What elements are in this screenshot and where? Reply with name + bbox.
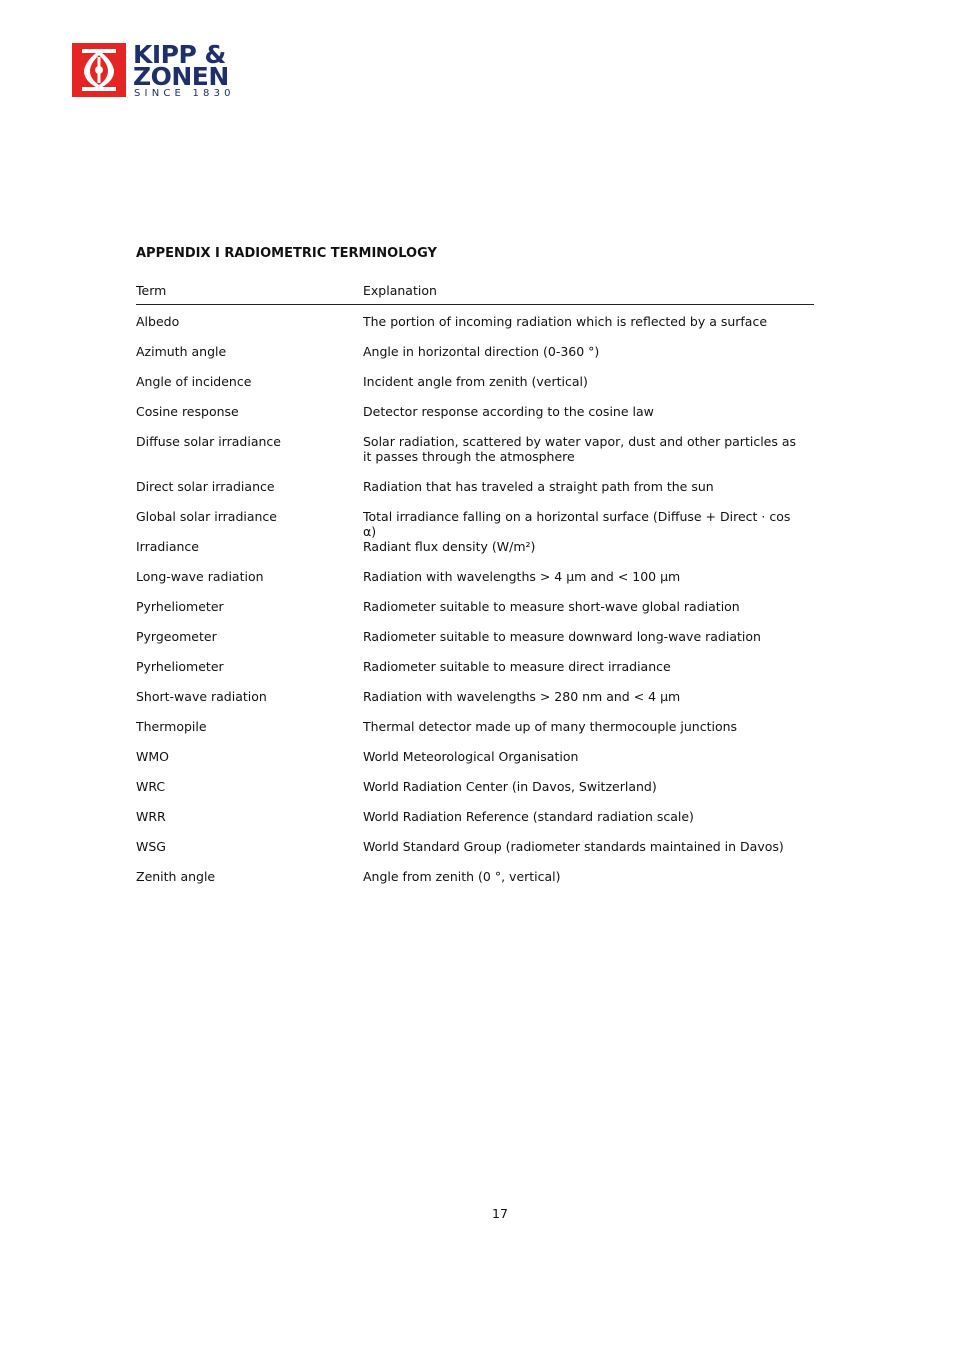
- kipp-zonen-emblem-icon: [72, 43, 126, 97]
- term-cell: Diffuse solar irradiance: [136, 434, 281, 449]
- explanation-cell: Total irradiance falling on a horizontal surface (Diffuse + Direct · cos α): [363, 509, 791, 539]
- table-row: [136, 404, 814, 434]
- header-explanation: Explanation: [363, 283, 437, 298]
- term-cell: Pyrheliometer: [136, 599, 224, 614]
- explanation-cell: Solar radiation, scattered by water vapor, dust and other particles as it passes through the atmosphere: [363, 434, 797, 464]
- explanation-cell: Angle from zenith (0 °, vertical): [363, 869, 561, 884]
- page-number: 17: [492, 1206, 508, 1221]
- term-cell: Global solar irradiance: [136, 509, 277, 524]
- term-cell: Azimuth angle: [136, 344, 227, 359]
- logo-wordmark-line2: ZONEN: [133, 62, 229, 91]
- table-row: [136, 509, 814, 539]
- explanation-cell: Angle in horizontal direction (0-360 °): [363, 344, 600, 359]
- table-row: [136, 434, 814, 479]
- term-cell: Pyrheliometer: [136, 659, 224, 674]
- term-cell: Angle of incidence: [136, 374, 252, 389]
- explanation-cell: The portion of incoming radiation which is reflected by a surface: [363, 314, 768, 329]
- term-cell: WMO: [136, 749, 169, 764]
- table-body: [136, 305, 814, 899]
- explanation-cell: Radiant flux density (W/m²): [363, 539, 536, 554]
- table-row: [136, 839, 814, 869]
- explanation-cell: Radiometer suitable to measure downward long-wave radiation: [363, 629, 761, 644]
- table-row: [136, 344, 814, 374]
- explanation-cell: World Standard Group (radiometer standards maintained in Davos): [363, 839, 784, 854]
- terminology-table: [136, 282, 814, 899]
- term-cell: WRR: [136, 809, 166, 824]
- term-cell: WRC: [136, 779, 166, 794]
- table-row: [136, 599, 814, 629]
- term-cell: Direct solar irradiance: [136, 479, 275, 494]
- explanation-cell: World Radiation Center (in Davos, Switzerland): [363, 779, 657, 794]
- table-header: [136, 282, 814, 305]
- table-row: [136, 779, 814, 809]
- term-cell: Thermopile: [136, 719, 207, 734]
- term-cell: Zenith angle: [136, 869, 216, 884]
- table-row: [136, 479, 814, 509]
- explanation-cell: Radiation with wavelengths > 280 nm and < 4 µm: [363, 689, 681, 704]
- header-term: Term: [136, 283, 167, 298]
- appendix-heading: APPENDIX I RADIOMETRIC TERMINOLOGY: [136, 246, 437, 261]
- term-cell: Cosine response: [136, 404, 239, 419]
- table-row: [136, 629, 814, 659]
- table-row: [136, 869, 814, 899]
- table-row: [136, 749, 814, 779]
- explanation-cell: World Radiation Reference (standard radiation scale): [363, 809, 694, 824]
- term-cell: WSG: [136, 839, 166, 854]
- explanation-cell: Thermal detector made up of many thermocouple junctions: [363, 719, 738, 734]
- term-cell: Short-wave radiation: [136, 689, 267, 704]
- explanation-cell: Detector response according to the cosine law: [363, 404, 654, 419]
- term-cell: Pyrgeometer: [136, 629, 217, 644]
- table-row: [136, 314, 814, 344]
- table-row: [136, 569, 814, 599]
- table-row: [136, 539, 814, 569]
- table-row: [136, 659, 814, 689]
- table-row: [136, 719, 814, 749]
- term-cell: Albedo: [136, 314, 180, 329]
- term-cell: Irradiance: [136, 539, 199, 554]
- explanation-cell: Radiation with wavelengths > 4 µm and < 100 µm: [363, 569, 681, 584]
- table-row: [136, 374, 814, 404]
- table-row: [136, 689, 814, 719]
- logo-wordmark-line1: KIPP &: [133, 40, 226, 69]
- explanation-cell: World Meteorological Organisation: [363, 749, 579, 764]
- table-row: [136, 809, 814, 839]
- explanation-cell: Radiometer suitable to measure short-wave global radiation: [363, 599, 740, 614]
- explanation-cell: Incident angle from zenith (vertical): [363, 374, 588, 389]
- explanation-cell: Radiometer suitable to measure direct irradiance: [363, 659, 671, 674]
- logo-since-text: SINCE 1830: [134, 88, 235, 99]
- explanation-cell: Radiation that has traveled a straight path from the sun: [363, 479, 714, 494]
- kipp-zonen-logo: [72, 40, 252, 99]
- term-cell: Long-wave radiation: [136, 569, 264, 584]
